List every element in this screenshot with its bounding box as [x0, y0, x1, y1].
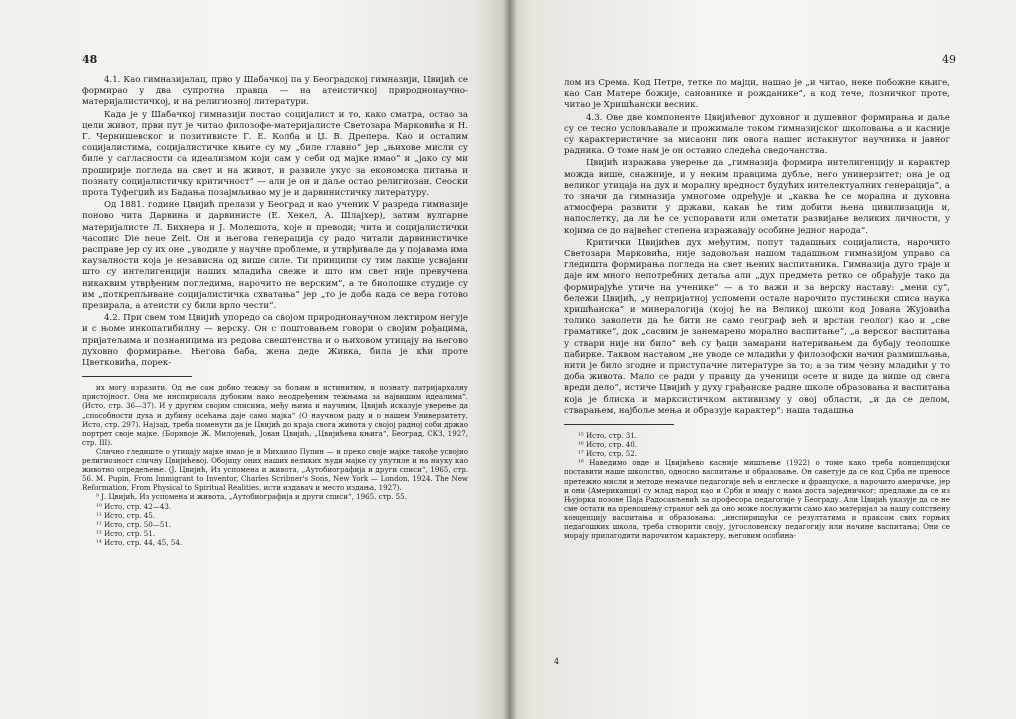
paragraph: лом из Срема. Код Петре, тетке по мајци, нашао је „и читао, неке побожне књиге, као Сан Матере божије, сановнике и рожданике“, а код тече, лозничког проте, читао је Хришћански весник. — [564, 78, 950, 111]
paragraph: 4.1. Као гимназијалац, прво у Шабачкој па у Београдској гимназији, Цвијић се формирао у два супротна правца — на атеистичкој природнонаучно-материјалистичкој, и на религиозној литератури. — [82, 75, 468, 108]
footnote: ¹⁷ Исто, стр. 52. — [578, 449, 638, 459]
footnote-divider — [564, 424, 674, 425]
footnote: ¹⁶ Исто, стр. 40. — [578, 440, 638, 450]
left-page — [0, 0, 506, 719]
page-number: 48 — [82, 53, 98, 66]
paragraph: Цвијић изражава уверење да „гимназија формира интелигенцију и карактер можда више, снажније, и у неким правцима дубље, него универзитет; она је од великог утицаја на дух и моралну вредност будућих интелектуалних генерација“, а то значи да гимназија умногоме одређује и „каква ће се морална и духовна атмосфера развити у држави, какав ће тим добити њена цивилизација и, напослетку, да ли ће се успоравати или ометати развијање великих личности, у којима се до највећег степена изражавају особине једног народа“. — [564, 158, 950, 236]
footnote: ¹⁸ Наведимо овде и Цвијићево касније мишљење (1922) о томе како треба концепцијски поставити наше школство, односно васпитање и образовање. Он саветује да се код Срба не преносе претежно мисли и методе немачке педагогије већ и енглеске и француске, а нарочито америчке, јер и они (Американци) су млад народ као и Срби и имају с нама доста заједничког; предлаже да се из Њујорка позове Паја Радосављевић за професора педагогије у Београду. Али Цвијић указује да се не сме остати на преношењу страног већ да оно може послужити само као материјал за нашу сопствену концепцију васпитања и образовања: „инспиришући се резултатима и праксом свих горњих педагошких школа, треба створити своју, југословенску педагогију или начине васпитања: Они се морају прилагодити нарочитом карактеру, његовим особина- — [564, 458, 950, 541]
footnote: ¹⁵ Исто, стр. 31. — [578, 431, 638, 441]
footnote: ¹⁴ Исто, стр. 44, 45, 54. — [96, 537, 183, 547]
paragraph: 4.3. Ове две компоненте Цвијићевог духовног и душевног формирања и даље су се тесно условљавале и прожимале током гимназијског школовања а и касније су карактеристичне за мисаони лик овога нашег истакнутог научника и јавног радника. О томе нам је он оставио следећа сведочанства. — [564, 112, 950, 157]
paragraph: Критички Цвијићев дух међутим, попут тадашњих социјалиста, нарочито Светозара Марковића, није задовољан нашом тадашњом гимназијом управо са гледишта формирања погледа на свет њених васпитаника. Гимназија дуго траје и даје им много непотребних детаља али „дух предмета ретко се обрађује тако да формирајуће утиче на ученике“ — а то важи и за верску наставу: „мени су“, бележи Цвијић, „у непријатној успомени остале нарочито пустињски списа наука хришћанска“ и минералогија (којој ће на Великој школи код Јована Жујовића толико заволети да ће бити не само географ већ и врстан геолог) као и „све граматике“, док „сасвим је занемарено морално васпитање“, „а верског васпитања у ствари није ни било“ већ су ђаци замарани натеривањем да бубају теолошке пабирке. Таквом наставом „не уводе се младићи у филозофски начин размишљања, нити је било згодне и приступачне литературе за то; а за тим чезну младићи у то доба живота. Мало се ради у правцу да ученици осете и виде да више од свега вреди дело“, истиче Цвијић у духу грађанске радне школе образовања и васпитања која је блиска и марксистичком активизму у овој области, „и да се делом, стварањем, најбоље мења и образује карактер“: наша тадашња — [564, 237, 950, 416]
right-page-text — [564, 78, 950, 540]
footnote: их могу изразити. Од ње сам добио тежњу за бољим и истинитим, и познату патријархалну пристојност. Она ме инспирисала дубоким нако неодређеним тежњама за највишим идеалима“. (Исто, стр. 36—37). И у другим својим списима, међу њима и научним, Цвијић исказује уверење да „способности духа и дубину осећања даје само мајка“ (О научном раду и о нашем Универзитету, Исто, стр. 297). Најзад, треба поменути да је Цвијић до краја свога живота у својој радној соби држао портрет своје мајке. (Боривоје Ж. Милојевић, Јован Цвијић, „Цвијићева књига“, Београд, СКЗ, 1927, стр. III). — [82, 383, 468, 447]
paragraph: Од 1881. године Цвијић прелази у Београд и као ученик V разреда гимназије поново чита Дарвина и дарвинисте (Е. Хекел, А. Шлајхер), затим вулгарне материјалисте Л. Бихнера и Ј. Молешота, које и преводи; чита и социјалистички часопис Die neue Zeit. Он и његова генерација су радо читали дарвинистичке расправе јер су их оне „уводиле у научне проблеме, и утврђивале да у појавама има каузалности која је независна од више силе. Ти принципи су тим лакше усвајани што су интелигенцији наших младића свеже и што им свет није превучена никаквим утврђеним погледима, нарочито не верским“, а те биолошке студије су им „поткрепљиване социјалистичка схватања“ јер „то је доба када се вера готово презирала, а атеисти су били врло чести“. — [82, 200, 468, 312]
footnote: ¹¹ Исто, стр. 45. — [96, 510, 156, 520]
left-page-text — [82, 75, 468, 547]
footnote: ⁹ Ј. Цвијић, Из успомена и живота, „Аутобиографија и други списи“, 1965. стр. 55. — [96, 492, 407, 502]
page-number: 49 — [942, 53, 956, 66]
paragraph: Када је у Шабачкој гимназији постао социјалист и то, како сматра, остао за цели живот, први пут је читао филозофе-материјалисте Светозара Марковића и Н. Г. Чернишевског и позитивисте Г. Е. Колба и Џ. В. Дрепера. Као и осталим социјалистима, социјалистичке књиге су му „биле главно“ јер „њихове мисли су биле у сагласности са идеализмом који сам у себи од мајке имао“ и „јако су ми проширије погледа на свет и на живот, и развиле укус за економска питања и познату социјалистичку критичност“ — али је он и даље остао религиозан. Сеоски прота Туфегџић из Бадања позајмљивао му је и дарвинистичку литературу. — [82, 109, 468, 199]
footnote: ¹⁰ Исто, стр. 42—43. — [96, 501, 172, 511]
footnote: ¹² Исто, стр. 50—51. — [96, 519, 172, 529]
paragraph: 4.2. При свем том Цвијић упоредо са својом природнонаучном лектиром негује и с њоме инкопатибилну — верску. Он с поштовањем говори о својим рођацима, пријатељима и познаницима из редова свештенства и о њиховом утицају на његово духовно формирање. Његова баба, жена деде Живка, била је кћи проте Цветковића, порек- — [82, 313, 468, 369]
footnote: Слично гледиште о утицају мајке имао је и Михаило Пупин — и преко своје мајке такође усвојио религиозност сличну Цвијићевој. Обојицу оних наших великих људи мајке су упутиле и на науку као животно опредељење. (Ј. Цвијић, Из успомена и живота, „Аутобиографија и други списи“, 1965, стр. 56. M. Pupin, From Immigrant to Inventor, Charles Scribner's Sons, New York — London, 1924. The New Reformation, From Physical to Spiritual Realities, исти издавач и место издања, 1927). — [82, 446, 468, 493]
book-gutter — [503, 0, 517, 719]
footnote: ¹³ Исто, стр. 51. — [96, 528, 156, 538]
signature-mark: 4 — [554, 657, 560, 666]
right-page — [506, 0, 1016, 719]
footnote-divider — [82, 376, 192, 377]
